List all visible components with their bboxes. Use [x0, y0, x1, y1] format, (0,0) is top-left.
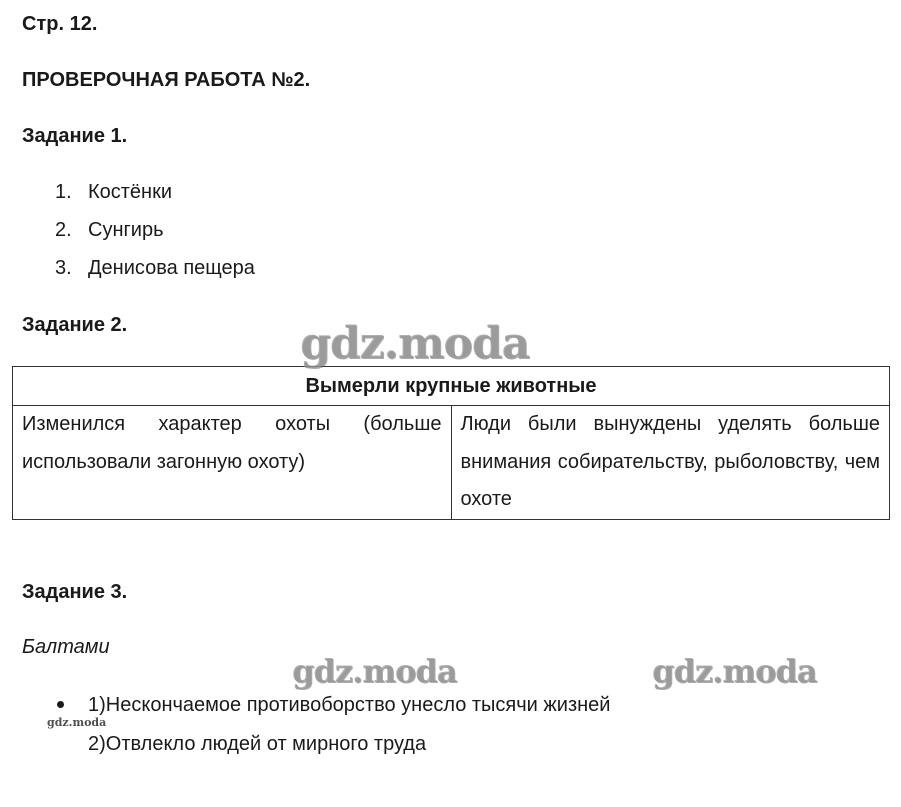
list-item-text: Денисова пещера	[88, 257, 255, 279]
page-number: Стр. 12.	[22, 13, 98, 35]
task3-answer: Балтами	[22, 636, 110, 658]
bullet-icon	[57, 701, 64, 708]
bullet-line: 1)Нескончаемое противоборство унесло тысячи жизней	[88, 694, 611, 716]
work-title: ПРОВЕРОЧНАЯ РАБОТА №2.	[22, 69, 311, 91]
table-cell-right: Люди были вынуждены уделять больше внимания собирательству, рыболовству, чем охоте	[451, 406, 890, 520]
table-header: Вымерли крупные животные	[13, 367, 890, 406]
list-item	[55, 219, 164, 242]
task3-title: Задание 3.	[22, 581, 128, 603]
watermark-logo: gdz.moda	[652, 652, 817, 690]
task1-title: Задание 1.	[22, 125, 128, 147]
list-item-text: Сунгирь	[88, 219, 164, 241]
watermark-logo: gdz.moda	[300, 318, 530, 369]
bullet-line: 2)Отвлекло людей от мирного труда	[88, 733, 427, 755]
list-item-number: 3.	[55, 257, 72, 279]
task2-title: Задание 2.	[22, 314, 128, 336]
watermark-logo: gdz.moda	[292, 652, 457, 690]
list-item-number: 2.	[55, 219, 72, 241]
table-cell-left: Изменился характер охоты (больше использовали загонную охоту)	[13, 406, 452, 520]
list-item-text: Костёнки	[88, 181, 173, 203]
list-item	[55, 257, 255, 280]
watermark-small: gdz.moda	[47, 716, 107, 729]
list-item-number: 1.	[55, 181, 72, 203]
list-item	[55, 181, 172, 204]
answer-table	[12, 366, 890, 520]
